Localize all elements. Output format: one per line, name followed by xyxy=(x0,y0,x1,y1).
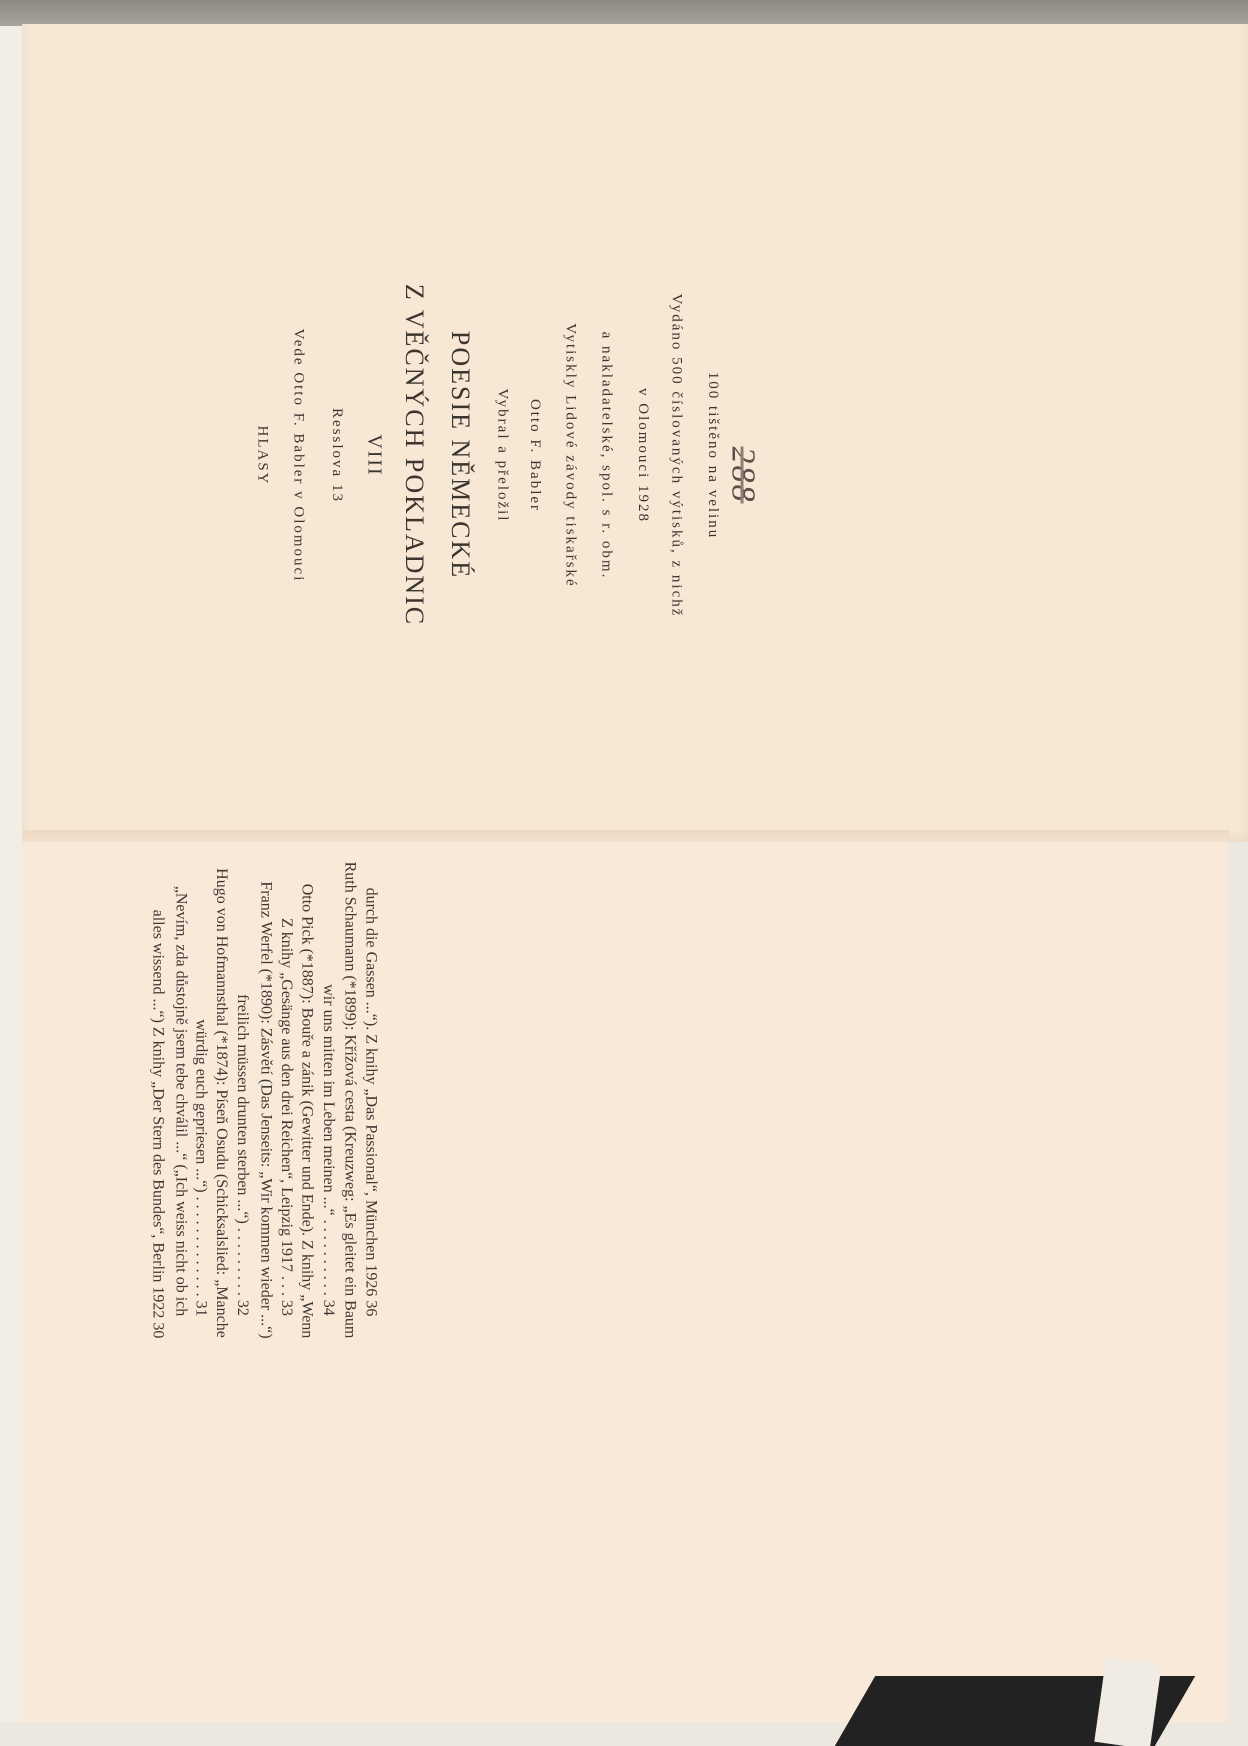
toc-line: Franz Werfel (*1890): Zásvětí (Das Jenseits: „Wir kommen wieder ...“) xyxy=(257,880,275,1339)
place-and-year: v Olomouci 1928 xyxy=(634,387,651,523)
address-line: Resslova 13 xyxy=(328,407,345,503)
torn-paper-piece xyxy=(1094,1657,1161,1746)
toc-line: Z knihy „Gesänge aus den drei Reichen“, Leipzig 1917 . . . 33 xyxy=(278,917,296,1317)
volume-number: VIII xyxy=(363,433,386,477)
edition-note-line-1: Vydáno 500 číslovaných výtisků, z nichž xyxy=(668,293,685,617)
handwritten-copy-number: 288 xyxy=(724,446,761,504)
printer-line-2: a nakladatelské, spol. s r. obm. xyxy=(598,331,615,579)
toc-line: Hugo von Hofmannsthal (*1874): Píseň Osudu (Schicksalslied: „Manche xyxy=(212,868,230,1338)
scanner-background-right xyxy=(1228,842,1248,1746)
translator-name: Otto F. Babler xyxy=(526,398,543,512)
toc-line: freilich müssen drunten sterben ...“) . . . . . . . . . 32 xyxy=(233,994,251,1316)
toc-line: durch die Gassen ...“). Z knihy „Das Passional“, München 1926 36 xyxy=(361,887,379,1316)
editor-line: Vede Otto F. Babler v Olomouci xyxy=(290,328,307,582)
toc-line: wir uns mitten im Leben meinen ...“ . . . . . . . . . . 34 xyxy=(319,984,337,1316)
toc-line: Otto Pick (*1887): Bouře a zánik (Gewitter und Ende). Z knihy „Wenn xyxy=(297,883,315,1338)
toc-line: Ruth Schaumann (*1899): Křížová cesta (Kreuzweg: „Es gleitet ein Baum xyxy=(340,861,358,1338)
toc-line: „Nevím, zda důstojně jsem tebe chválil ...“ („Ich weiss nicht ob ich xyxy=(171,885,189,1316)
selected-by-line: Vybral a přeložil xyxy=(494,388,511,522)
edition-note-line-2: 100 tištěno na velinu xyxy=(704,371,721,539)
book-title-line-2: POESIE NĚMECKÉ xyxy=(446,330,476,580)
series-title: HLASY xyxy=(254,424,271,486)
book-title-line-1: Z VĚČNÝCH POKLADNIC xyxy=(400,283,430,627)
toc-line: würdig euch gepriesen ...“) . . . . . . . . . . . . . 31 xyxy=(192,1018,210,1317)
scanner-edge-strip xyxy=(0,0,1248,26)
printer-line-1: Vytiskly Lidové závody tiskařské xyxy=(562,322,579,588)
toc-line: alles wissend ...“) Z knihy „Der Stern des Bundes“, Berlin 1922 30 xyxy=(148,909,166,1338)
